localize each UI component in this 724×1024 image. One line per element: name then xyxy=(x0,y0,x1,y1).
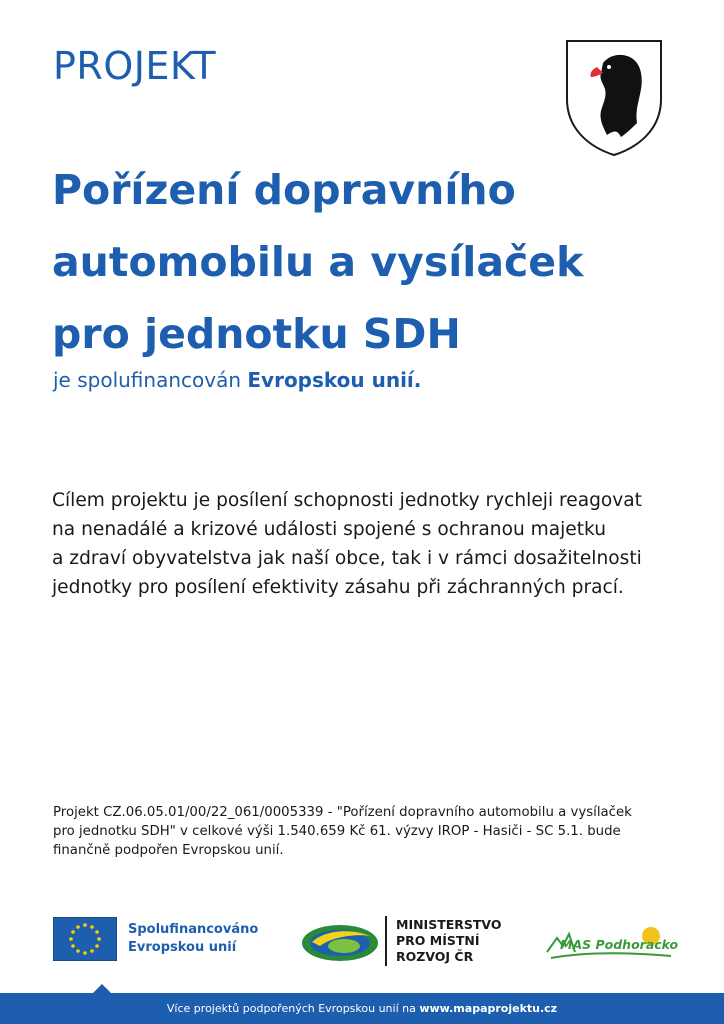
eu-cofinanced-text xyxy=(128,921,258,957)
footer-text-prefix: Více projektů podpořených Evropskou unií na xyxy=(166,1002,420,1015)
eu-text-line: Evropskou unií xyxy=(128,940,237,955)
subtitle xyxy=(53,368,421,392)
details-line: Projekt CZ.06.05.01/00/22_061/0005339 - "Pořízení dopravního automobilu a vysílaček xyxy=(53,805,632,820)
mmr-divider xyxy=(385,916,387,966)
mmr-emblem-icon xyxy=(300,916,380,966)
project-label: PROJEKT xyxy=(53,44,217,88)
project-details xyxy=(53,803,693,860)
details-line: finančně podpořen Evropskou unií. xyxy=(53,843,284,858)
description-line: na nenadálé a krizové události spojené s ochranou majetku xyxy=(52,519,607,540)
subtitle-emphasis: Evropskou unií. xyxy=(247,368,422,392)
title-line: pro jednotku SDH xyxy=(52,310,461,358)
mas-prefix: MAS xyxy=(560,937,592,952)
mmr-text-line: ROZVOJ ČR xyxy=(396,949,474,964)
description-line: a zdraví obyvatelstva jak naší obce, tak i v rámci dosažitelnosti xyxy=(52,548,642,569)
description-line: jednotky pro posílení efektivity zásahu při záchranných prací. xyxy=(52,577,624,598)
coat-of-arms-eagle-icon xyxy=(563,37,665,157)
logo-strip xyxy=(0,910,724,980)
footer-link[interactable]: www.mapaprojektu.cz xyxy=(419,1002,558,1015)
mmr-text-line: MINISTERSTVO xyxy=(396,917,502,932)
description-line: Cílem projektu je posílení schopnosti jednotky rychleji reagovat xyxy=(52,490,642,511)
page-title xyxy=(52,154,692,370)
mas-name xyxy=(560,937,678,952)
subtitle-prefix: je spolufinancován xyxy=(53,368,248,392)
eu-flag-icon xyxy=(53,917,117,961)
footer-text xyxy=(0,1002,724,1015)
eu-text-line: Spolufinancováno xyxy=(128,922,259,937)
project-description xyxy=(52,486,692,602)
mmr-text xyxy=(396,917,502,965)
mmr-text-line: PRO MÍSTNÍ xyxy=(396,933,480,948)
details-line: pro jednotku SDH" v celkové výši 1.540.659 Kč 61. výzvy IROP - Hasiči - SC 5.1. bude xyxy=(53,824,621,839)
mas-name-label: Podhoracko xyxy=(595,937,679,952)
title-line: automobilu a vysílaček xyxy=(52,238,584,286)
title-line: Pořízení dopravního xyxy=(52,166,516,214)
